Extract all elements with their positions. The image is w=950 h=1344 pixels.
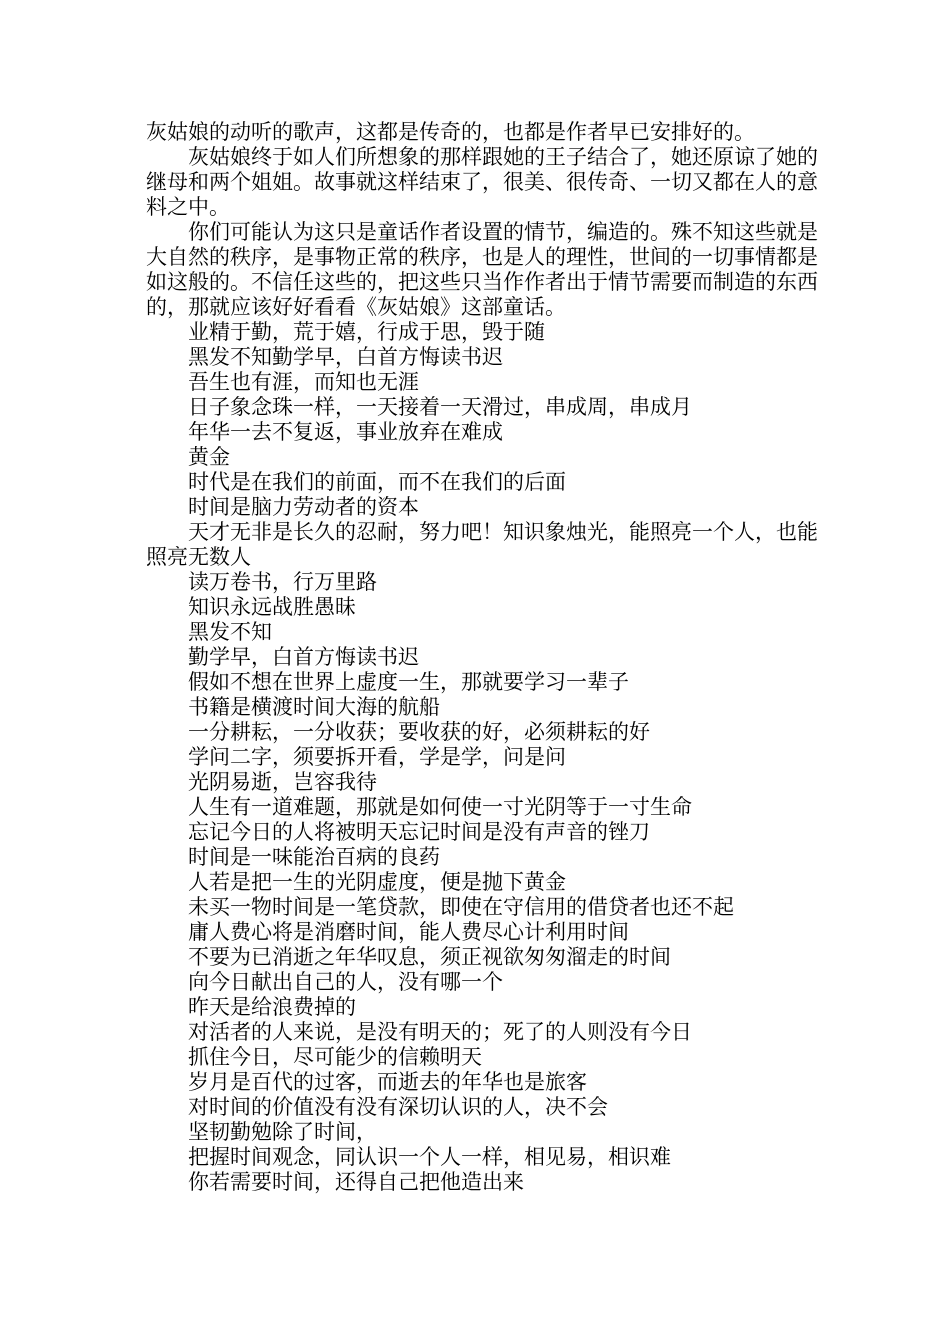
quote-line: 书籍是横渡时间大海的航船 xyxy=(188,695,440,719)
paragraph: 灰姑娘的动听的歌声，这都是传奇的，也都是作者早已安排好的。 xyxy=(146,120,755,144)
quote-line: 天才无非是长久的忍耐，努力吧！知识象烛光，能照亮一个人，也能照亮无数人 xyxy=(146,520,818,569)
quote-line: 抓住今日，尽可能少的信赖明天 xyxy=(188,1045,482,1069)
quote-line: 庸人费心将是消磨时间，能人费尽心计利用时间 xyxy=(188,920,629,944)
quote-line: 业精于勤，荒于嬉，行成于思，毁于随 xyxy=(188,320,545,344)
quote-line: 年华一去不复返，事业放弃在难成 xyxy=(188,420,503,444)
paragraph: 你们可能认为这只是童话作者设置的情节，编造的。殊不知这些就是大自然的秩序，是事物正常的秩序，也是人的理性，世间的一切事情都是如这般的。不信任这些的，把这些只当作作者出于情节需要而制造的东西的，那就应该好好看看《灰姑娘》这部童话。 xyxy=(146,220,818,319)
quote-line: 时代是在我们的前面，而不在我们的后面 xyxy=(188,470,566,494)
quote-line: 黑发不知 xyxy=(188,620,272,644)
quote-line: 人生有一道难题，那就是如何使一寸光阴等于一寸生命 xyxy=(188,795,692,819)
quote-line: 未买一物时间是一笔贷款，即使在守信用的借贷者也还不起 xyxy=(188,895,734,919)
quote-line: 黑发不知勤学早，白首方悔读书迟 xyxy=(188,345,503,369)
quote-line: 知识永远战胜愚昧 xyxy=(188,595,356,619)
quote-line: 一分耕耘，一分收获；要收获的好，必须耕耘的好 xyxy=(188,720,650,744)
quote-line: 假如不想在世界上虚度一生，那就要学习一辈子 xyxy=(188,670,629,694)
quote-line: 对活者的人来说，是没有明天的；死了的人则没有今日 xyxy=(188,1020,692,1044)
quote-line: 昨天是给浪费掉的 xyxy=(188,995,356,1019)
quote-line: 日子象念珠一样，一天接着一天滑过，串成周，串成月 xyxy=(188,395,692,419)
quote-line: 岁月是百代的过客，而逝去的年华也是旅客 xyxy=(188,1070,587,1094)
document-body xyxy=(146,120,818,1195)
quote-line: 对时间的价值没有没有深切认识的人，决不会 xyxy=(188,1095,608,1119)
quote-line: 忘记今日的人将被明天忘记时间是没有声音的锉刀 xyxy=(188,820,650,844)
paragraph: 灰姑娘终于如人们所想象的那样跟她的王子结合了，她还原谅了她的继母和两个姐姐。故事就这样结束了，很美、很传奇、一切又都在人的意料之中。 xyxy=(146,145,818,219)
quote-line: 读万卷书，行万里路 xyxy=(188,570,377,594)
quote-line: 学问二字，须要拆开看，学是学，问是问 xyxy=(188,745,566,769)
quote-line: 不要为已消逝之年华叹息，须正视欲匆匆溜走的时间 xyxy=(188,945,671,969)
quote-line: 把握时间观念，同认识一个人一样，相见易，相识难 xyxy=(188,1145,671,1169)
quote-line: 向今日献出自己的人，没有哪一个 xyxy=(188,970,503,994)
quote-line: 时间是脑力劳动者的资本 xyxy=(188,495,419,519)
quote-line: 时间是一味能治百病的良药 xyxy=(188,845,440,869)
quote-line: 吾生也有涯，而知也无涯 xyxy=(188,370,419,394)
quote-line: 人若是把一生的光阴虚度，便是抛下黄金 xyxy=(188,870,566,894)
quote-line: 黄金 xyxy=(188,445,230,469)
quote-line: 坚韧勤勉除了时间， xyxy=(188,1120,377,1144)
quote-line: 光阴易逝，岂容我待 xyxy=(188,770,377,794)
quote-line: 你若需要时间，还得自己把他造出来 xyxy=(188,1170,524,1194)
quote-line: 勤学早，白首方悔读书迟 xyxy=(188,645,419,669)
